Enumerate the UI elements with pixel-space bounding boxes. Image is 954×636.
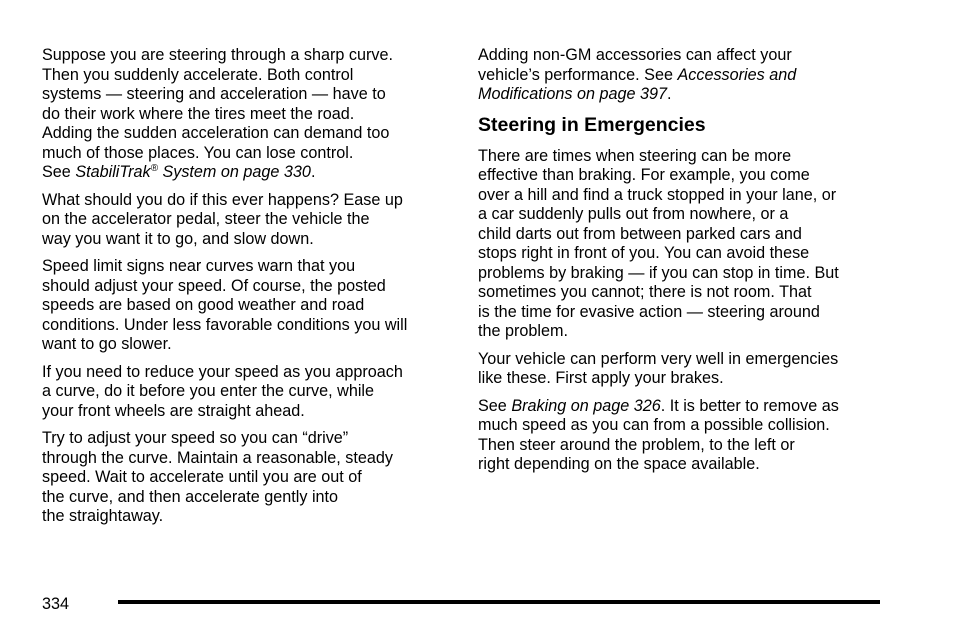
section-heading: Steering in Emergencies bbox=[478, 113, 706, 136]
text-segment: . It is better to remove as bbox=[660, 396, 839, 415]
cross-reference-braking[interactable]: Braking on page 326 bbox=[511, 396, 661, 415]
footer-divider bbox=[118, 600, 880, 604]
text-line bbox=[478, 85, 888, 105]
text-line: There are times when steering can be more bbox=[478, 146, 792, 165]
text-line: If you need to reduce your speed as you approach bbox=[42, 362, 403, 381]
text-line: should adjust your speed. Of course, the posted bbox=[42, 276, 386, 295]
text-line: much speed as you can from a possible collision. bbox=[478, 416, 830, 434]
registered-mark: ® bbox=[150, 163, 158, 174]
text-line: over a hill and find a truck stopped in your lane, or bbox=[478, 185, 837, 204]
text-line bbox=[478, 66, 888, 86]
text-line: child darts out from between parked cars and bbox=[478, 224, 802, 243]
text-line: is the time for evasive action — steering around bbox=[478, 302, 820, 321]
cross-reference-page[interactable]: System on page 330 bbox=[157, 163, 311, 181]
text-line: the problem. bbox=[478, 322, 568, 340]
paragraph-what-to-do bbox=[42, 191, 452, 250]
paragraph-speed-limit-signs bbox=[42, 257, 452, 355]
cross-reference-accessories[interactable]: Accessories and bbox=[677, 65, 797, 84]
text-line: a car suddenly pulls out from nowhere, or a bbox=[478, 205, 789, 223]
text-line: Try to adjust your speed so you can “drive” bbox=[42, 429, 349, 447]
paragraph-accessories bbox=[478, 46, 888, 105]
text-line: speeds are based on good weather and road bbox=[42, 296, 365, 314]
text-line: Then steer around the problem, to the left or bbox=[478, 435, 795, 454]
text-line: systems — steering and acceleration — have to bbox=[42, 85, 386, 103]
text-line: Your vehicle can perform very well in emergencies bbox=[478, 349, 839, 368]
text-line: conditions. Under less favorable conditions you will bbox=[42, 315, 408, 334]
period: . bbox=[310, 163, 316, 181]
paragraph-drive-through-curve bbox=[42, 429, 452, 527]
paragraph-steering-vs-braking bbox=[478, 147, 888, 342]
text-line: effective than braking. For example, you come bbox=[478, 166, 810, 184]
text-line: your front wheels are straight ahead. bbox=[42, 401, 305, 420]
period: . bbox=[667, 85, 672, 103]
text-line: much of those places. You can lose control. bbox=[42, 143, 354, 162]
text-line bbox=[42, 163, 452, 183]
text-line: problems by braking — if you can stop in time. But bbox=[478, 263, 839, 282]
text-line: sometimes you cannot; there is not room. That bbox=[478, 283, 812, 301]
text-line: What should you do if this ever happens? Ease up bbox=[42, 190, 403, 209]
left-column bbox=[42, 46, 452, 535]
text-line: Speed limit signs near curves warn that you bbox=[42, 257, 356, 275]
text-line: want to go slower. bbox=[42, 335, 172, 353]
text-line: the straightaway. bbox=[42, 507, 164, 525]
paragraph-vehicle-performance bbox=[478, 350, 888, 389]
text-line: on the accelerator pedal, steer the vehicle the bbox=[42, 210, 370, 228]
text-line: right depending on the space available. bbox=[478, 455, 760, 473]
text-line: way you want it to go, and slow down. bbox=[42, 229, 314, 248]
text-line: Adding non-GM accessories can affect your bbox=[478, 46, 792, 64]
text-line: the curve, and then accelerate gently into bbox=[42, 487, 339, 506]
paragraph-sharp-curve bbox=[42, 46, 452, 183]
see-text: See bbox=[42, 163, 76, 181]
text-line bbox=[478, 397, 888, 417]
text-line: Then you suddenly accelerate. Both control bbox=[42, 65, 354, 84]
page-number: 334 bbox=[42, 595, 70, 613]
text-line: like these. First apply your brakes. bbox=[478, 369, 724, 387]
text-line: do their work where the tires meet the road. bbox=[42, 104, 355, 123]
text-line: speed. Wait to accelerate until you are out of bbox=[42, 468, 362, 486]
paragraph-braking-reference bbox=[478, 397, 888, 475]
text-segment: vehicle’s performance. See bbox=[478, 65, 678, 84]
text-line: through the curve. Maintain a reasonable, steady bbox=[42, 448, 393, 467]
cross-reference-accessories-page[interactable]: Modifications on page 397 bbox=[478, 85, 667, 103]
cross-reference-stabilitrak[interactable]: StabiliTrak bbox=[75, 163, 151, 181]
see-text: See bbox=[478, 396, 512, 415]
text-line: Adding the sudden acceleration can demand too bbox=[42, 124, 390, 142]
paragraph-reduce-speed bbox=[42, 363, 452, 422]
text-line: Suppose you are steering through a sharp curve. bbox=[42, 46, 393, 64]
right-column bbox=[478, 46, 888, 483]
text-line: a curve, do it before you enter the curve, while bbox=[42, 382, 375, 400]
text-line: stops right in front of you. You can avoid these bbox=[478, 244, 810, 262]
